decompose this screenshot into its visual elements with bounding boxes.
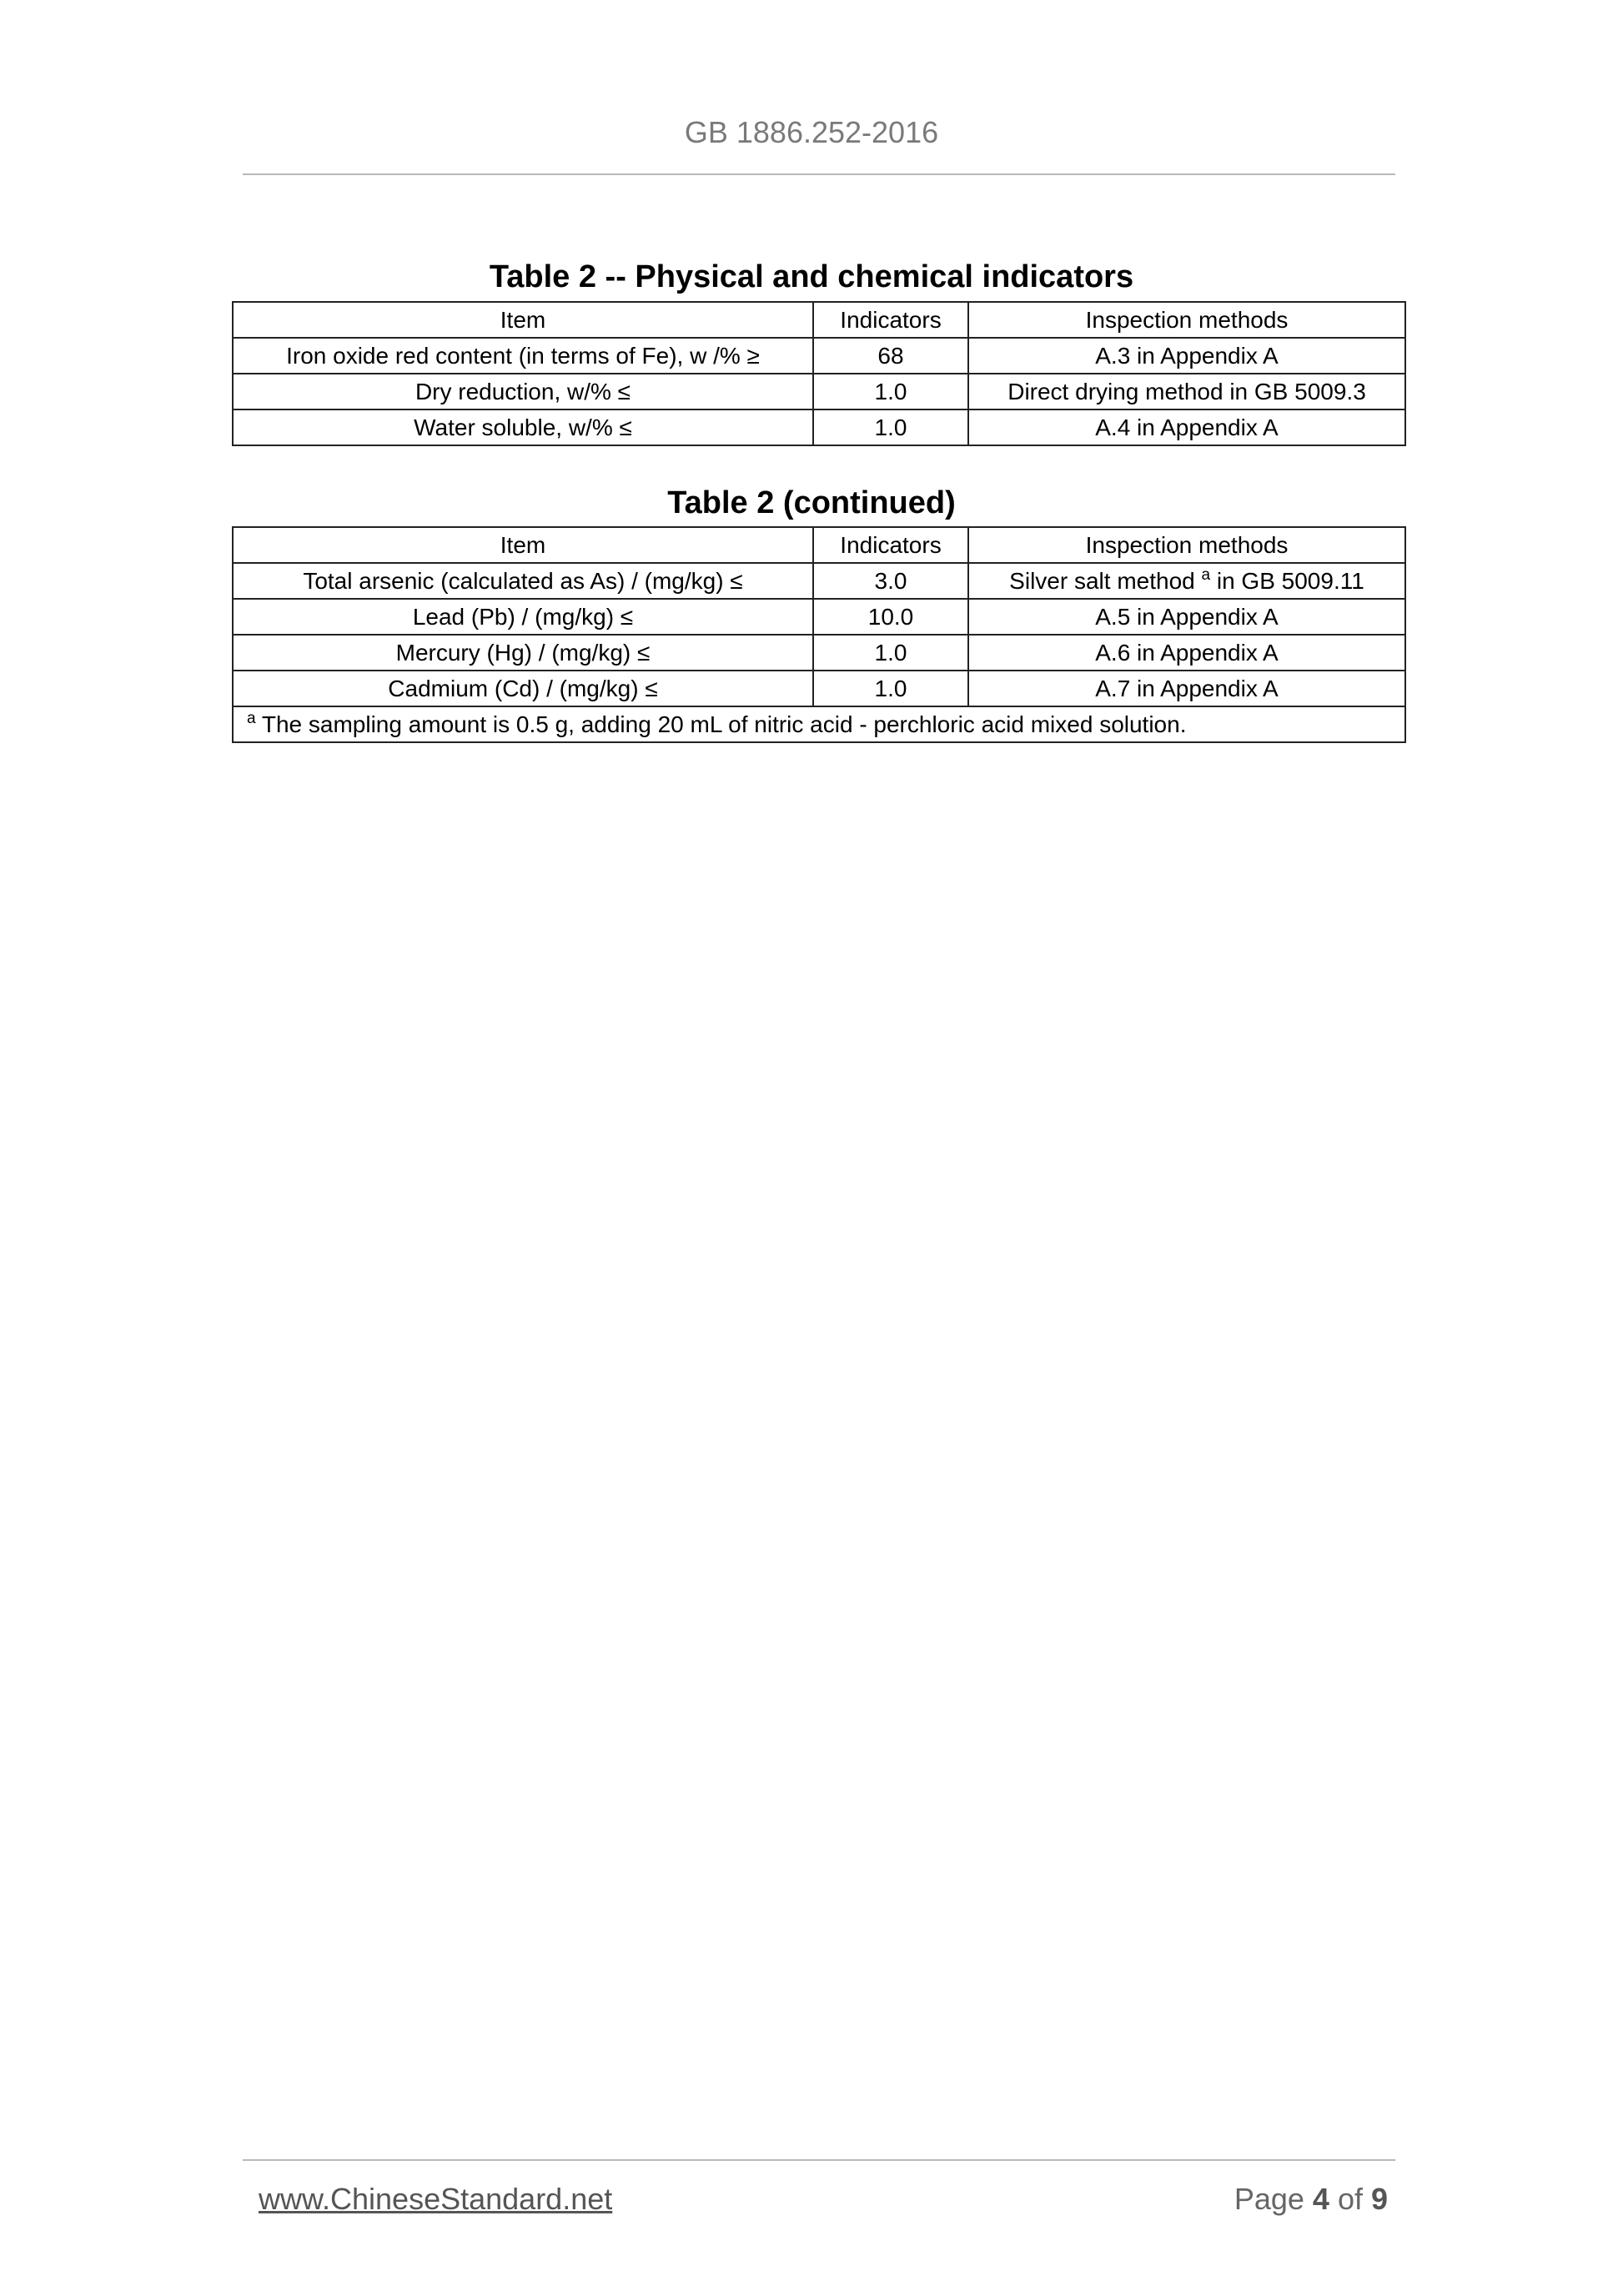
table-row [233,671,1405,706]
table-row [233,338,1405,374]
table-row [233,599,1405,635]
cell-indicator: 1.0 [813,409,968,445]
document-code: GB 1886.252-2016 [684,115,939,149]
page-number [1234,2182,1388,2217]
page-total: 9 [1370,2182,1388,2216]
column-header-indicators: Indicators [813,302,968,338]
column-header-methods: Inspection methods [968,302,1405,338]
cell-indicator: 68 [813,338,968,374]
page-current: 4 [1312,2182,1329,2216]
physical-chemical-indicators-table-continued [232,526,1406,743]
table-row [233,409,1405,445]
method-text-suffix: in GB 5009.11 [1210,567,1364,594]
footnote-marker: a [247,709,256,727]
cell-item: Water soluble, w/% ≤ [233,409,813,445]
cell-method: Direct drying method in GB 5009.3 [968,374,1405,409]
cell-method: A.6 in Appendix A [968,635,1405,671]
cell-method [968,563,1405,599]
table-header-row [233,302,1405,338]
cell-indicator: 1.0 [813,635,968,671]
footer-divider [243,2159,1395,2161]
cell-item: Dry reduction, w/% ≤ [233,374,813,409]
column-header-methods: Inspection methods [968,527,1405,563]
cell-method: A.7 in Appendix A [968,671,1405,706]
cell-indicator: 3.0 [813,563,968,599]
cell-item: Mercury (Hg) / (mg/kg) ≤ [233,635,813,671]
page-prefix: Page [1234,2182,1313,2216]
footnote-text: The sampling amount is 0.5 g, adding 20 mL of nitric acid - perchloric acid mixed solution. [255,711,1187,737]
column-header-item: Item [233,527,813,563]
method-text: Silver salt method [1009,567,1202,594]
cell-method: A.4 in Appendix A [968,409,1405,445]
website-link[interactable]: www.ChineseStandard.net [259,2182,613,2216]
table-caption: Table 2 -- Physical and chemical indicators [489,259,1134,294]
table-header-row [233,527,1405,563]
cell-item: Cadmium (Cd) / (mg/kg) ≤ [233,671,813,706]
table-row [233,374,1405,409]
cell-indicator: 1.0 [813,374,968,409]
column-header-indicators: Indicators [813,527,968,563]
page-of: of [1329,2182,1371,2216]
cell-item: Lead (Pb) / (mg/kg) ≤ [233,599,813,635]
table-footnote-row [233,706,1405,742]
cell-method: A.5 in Appendix A [968,599,1405,635]
header-divider [243,173,1395,175]
column-header-item: Item [233,302,813,338]
table-caption-continued: Table 2 (continued) [667,485,956,520]
table-row [233,635,1405,671]
cell-indicator: 1.0 [813,671,968,706]
cell-indicator: 10.0 [813,599,968,635]
table-row [233,563,1405,599]
cell-method: A.3 in Appendix A [968,338,1405,374]
physical-chemical-indicators-table [232,301,1406,446]
cell-item: Iron oxide red content (in terms of Fe), w /% ≥ [233,338,813,374]
table-footnote [233,706,1405,742]
cell-item: Total arsenic (calculated as As) / (mg/kg) ≤ [233,563,813,599]
footnote-marker: a [1201,565,1211,584]
